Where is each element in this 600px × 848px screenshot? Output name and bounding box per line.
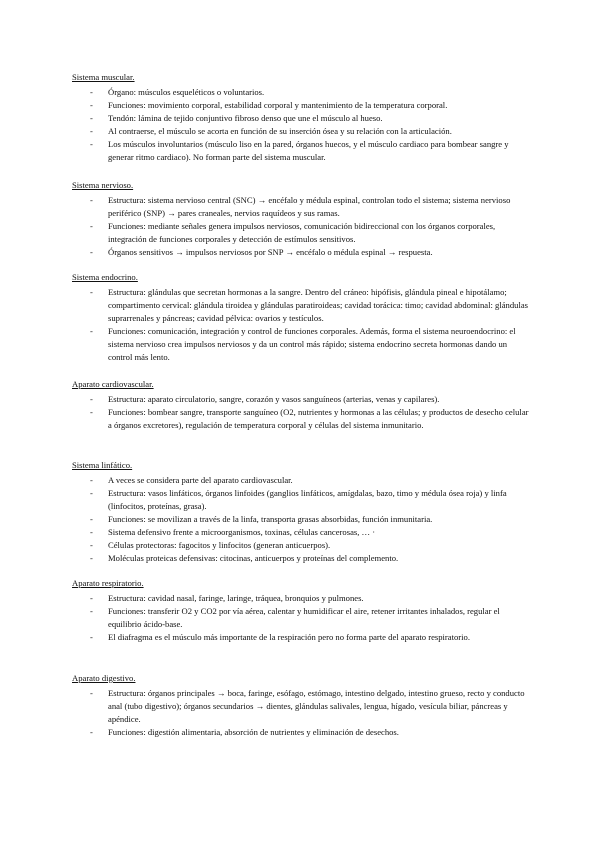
- list-item: - Estructura: glándulas que secretan hormonas a la sangre. Dentro del cráneo: hipófisis, glándula pineal e hipotálamo; compartimento cervical: glándula tiroidea y glándulas paratiroideas; cavidad torácica: timo; cavidad abdominal: glándulas suprarrenales y páncreas; cavidad pélvica: ovarios y testículos.: [72, 286, 532, 325]
- list-item: - Estructura: cavidad nasal, faringe, laringe, tráquea, bronquios y pulmones.: [72, 592, 532, 605]
- list-item: - Células protectoras: fagocitos y linfocitos (generan anticuerpos).: [72, 539, 532, 552]
- bullet-list: [72, 474, 532, 565]
- list-item: - Órgano: músculos esqueléticos o voluntarios.: [72, 86, 532, 99]
- list-item: - A veces se considera parte del aparato cardiovascular.: [72, 474, 532, 487]
- section-heading: Aparato respiratorio.: [72, 578, 144, 588]
- list-item: - Estructura: órganos principales → boca, faringe, esófago, estómago, intestino delgado, intestino grueso, recto y conducto anal (tubo digestivo); órganos secundarios → dientes, glándulas salivales, lengua, hígado, vesícula biliar, páncreas y apéndice.: [72, 687, 532, 726]
- list-item: - Estructura: aparato circulatorio, sangre, corazón y vasos sanguíneos (arterias, venas y capilares).: [72, 393, 532, 406]
- section-muscular: [72, 71, 532, 164]
- list-item: - Al contraerse, el músculo se acorta en función de su inserción ósea y su relación con la articulación.: [72, 125, 532, 138]
- list-item: - Funciones: movimiento corporal, estabilidad corporal y mantenimiento de la temperatura corporal.: [72, 99, 532, 112]
- section-respiratorio: [72, 577, 532, 644]
- section-linfatico: [72, 459, 532, 565]
- list-item: - Moléculas proteicas defensivas: citocinas, anticuerpos y proteínas del complemento.: [72, 552, 532, 565]
- section-digestivo: [72, 672, 532, 739]
- list-item: - Funciones: transferir O2 y CO2 por vía aérea, calentar y humidificar el aire, retener irritantes inhalados, regular el equilibrio ácido-base.: [72, 605, 532, 631]
- section-heading: Sistema linfático.: [72, 460, 133, 470]
- section-heading: Sistema nervioso.: [72, 180, 134, 190]
- list-item: - Funciones: comunicación, integración y control de funciones corporales. Además, forma el sistema neuroendocrino: el sistema nervioso crea impulsos nerviosos y da un control más rápido; sistema endocrino secreta hormonas dando un control más lento.: [72, 325, 532, 364]
- list-item: - Funciones: mediante señales genera impulsos nerviosos, comunicación bidireccional con los órganos corporales, integración de funciones corporales y detección de estímulos sensitivos.: [72, 220, 532, 246]
- bullet-list: [72, 687, 532, 739]
- list-item: - Órganos sensitivos → impulsos nerviosos por SNP → encéfalo o médula espinal → respuesta.: [72, 246, 532, 259]
- section-heading: Aparato cardiovascular.: [72, 379, 154, 389]
- list-item: - Tendón: lámina de tejido conjuntivo fibroso denso que une el músculo al hueso.: [72, 112, 532, 125]
- bullet-list: [72, 393, 532, 432]
- bullet-list: [72, 86, 532, 164]
- section-heading: Sistema endocrino.: [72, 272, 138, 282]
- section-heading: Sistema muscular.: [72, 72, 135, 82]
- list-item: - Funciones: digestión alimentaria, absorción de nutrientes y eliminación de desechos.: [72, 726, 532, 739]
- list-item: - El diafragma es el músculo más importante de la respiración pero no forma parte del aparato respiratorio.: [72, 631, 532, 644]
- list-item: - Sistema defensivo frente a microorganismos, toxinas, células cancerosas, … ·: [72, 526, 532, 539]
- bullet-list: [72, 592, 532, 644]
- bullet-list: [72, 194, 532, 259]
- section-endocrino: [72, 271, 532, 364]
- list-item: - Estructura: sistema nervioso central (SNC) → encéfalo y médula espinal, controlan todo el sistema; sistema nervioso periférico (SNP) → pares craneales, nervios raquídeos y sus ramas.: [72, 194, 532, 220]
- section-heading: Aparato digestivo.: [72, 673, 136, 683]
- section-nervioso: [72, 179, 532, 259]
- section-cardiovascular: [72, 378, 532, 432]
- list-item: - Funciones: se movilizan a través de la linfa, transporta grasas absorbidas, función inmunitaria.: [72, 513, 532, 526]
- list-item: - Los músculos involuntarios (músculo liso en la pared, órganos huecos, y el músculo cardiaco para bombear sangre y generar ritmo cardiaco). No forman parte del sistema muscular.: [72, 138, 532, 164]
- bullet-list: [72, 286, 532, 364]
- list-item: - Estructura: vasos linfáticos, órganos linfoides (ganglios linfáticos, amígdalas, bazo, timo y médula ósea roja) y linfa (linfocitos, proteínas, grasa).: [72, 487, 532, 513]
- list-item: - Funciones: bombear sangre, transporte sanguíneo (O2, nutrientes y hormonas a las células; y productos de desecho celular a órganos excretores), regulación de temperatura corporal y células del sistema inmunitario.: [72, 406, 532, 432]
